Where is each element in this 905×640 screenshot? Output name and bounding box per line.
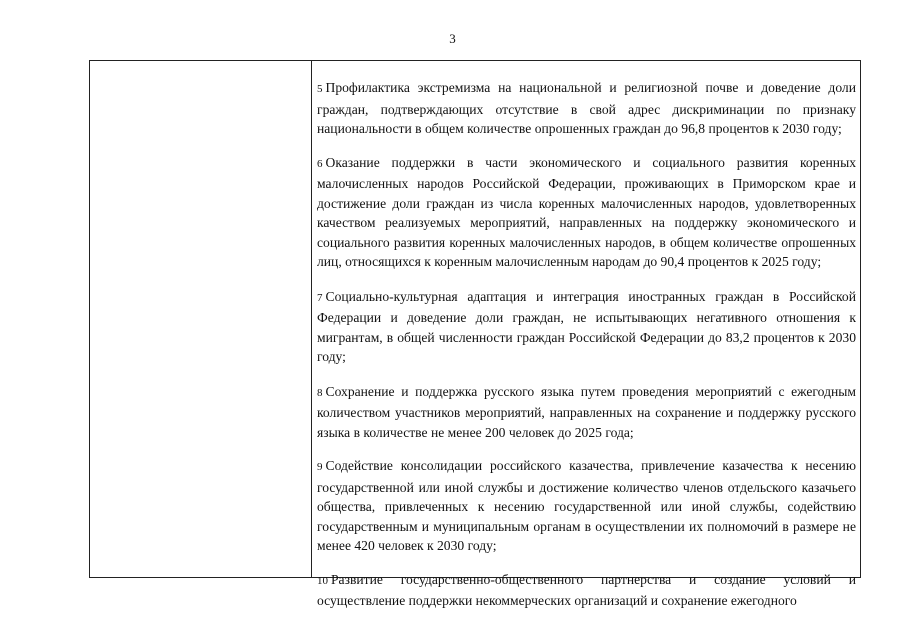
item-number: 10: [317, 574, 328, 587]
list-item: [317, 153, 856, 272]
item-number: 6: [317, 157, 323, 170]
list-item: [317, 287, 856, 367]
list-item: [317, 78, 856, 139]
item-text: Социально-культурная адаптация и интеграция иностранных граждан в Российской Федерации и доведение доли граждан, не испытывающих негативного отношения к мигрантам, в общей численности граждан Российской Федерации до 83,2 процентов к 2030 году;: [317, 288, 856, 364]
page-number: 3: [449, 31, 456, 46]
list-item: [317, 382, 856, 443]
item-text: Сохранение и поддержка русского языка путем проведения мероприятий с ежегодным количеством участников мероприятий, направленных на сохранение и поддержку русского языка в количестве не менее 200 человек до 2025 года;: [317, 383, 856, 440]
item-number: 5: [317, 83, 323, 95]
column-divider: [311, 61, 312, 577]
item-text: Содействие консолидации российского казачества, привлечение казачества к несению государственной или иной службы и достижение количество членов отдельского казачьего общества, привлеченных к несению государственной или иной службы, содействию государственным и муниципальным органам в осуществлении их полномочий в размере не менее 420 человек к 2030 году;: [317, 458, 856, 553]
goals-list: [317, 78, 856, 625]
item-text: Оказание поддержки в части экономического и социального развития коренных малочисленных народов Российской Федерации, проживающих в Приморском крае и достижение доли граждан из числа коренных малочисленных народов, удовлетворенных качеством реализуемых мероприятий, направленных на поддержку экономического и социального развития коренных малочисленных народов, в общем количестве опрошенных лиц, относящихся к коренным малочисленным народам до 90,4 процентов к 2025 году;: [317, 154, 856, 269]
item-number: 9: [317, 461, 323, 473]
item-text: Профилактика экстремизма на национальной и религиозной почве и доведение доли граждан, подтверждающих отсутствие в свой адрес дискриминации по признаку национальности в общем количестве опрошенных граждан до 96,8 процентов к 2030 году;: [317, 80, 856, 136]
document-table: [89, 60, 861, 608]
list-item: [317, 570, 856, 611]
item-number: 8: [317, 386, 323, 399]
list-item: [317, 456, 856, 556]
item-number: 7: [317, 291, 323, 304]
item-text: Развитие государственно-общественного партнерства и создание условий и осуществление поддержки некоммерческих организаций и сохранение ежегодного: [317, 571, 856, 608]
